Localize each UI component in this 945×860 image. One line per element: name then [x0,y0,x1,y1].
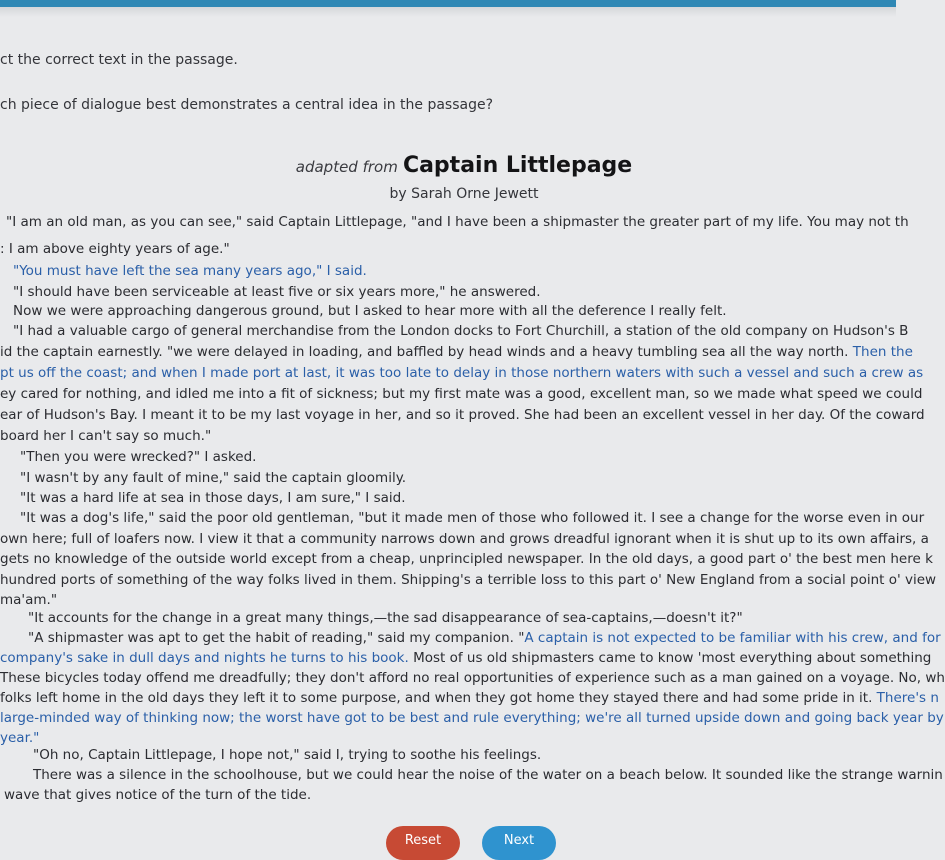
passage-text[interactable]: hundred ports of something of the way folks lived in them. Shipping's a terrible loss to this part o' New England from a social point o' view [0,572,937,588]
passage-line[interactable] [0,427,211,445]
passage-line[interactable] [0,385,922,403]
reset-button[interactable]: Reset [386,826,460,860]
passage-text[interactable]: "I had a valuable cargo of general merchandise from the London docks to Fort Churchill, a station of the old company on Hudson's B [13,323,909,339]
passage-line[interactable] [0,571,936,589]
passage-title [0,153,928,178]
passage-text[interactable]: "Then you were wrecked?" I asked. [20,449,257,465]
passage-line[interactable] [13,283,541,301]
title-prefix: adapted from [295,158,398,176]
passage-text[interactable]: ey cared for nothing, and idled me into a fit of sickness; but my first mate was a good, excellent man, so we made what speed we could [0,386,923,402]
passage-text[interactable]: wave that gives notice of the turn of the tide. [4,787,312,803]
passage-text[interactable]: gets no knowledge of the outside world except from a cheap, unprincipled newspaper. In the old days, a good part o' the best men here k [0,551,933,567]
passage-text[interactable]: ma'am." [0,592,58,608]
selectable-sentence[interactable]: "You must have left the sea many years ago," I said. [13,263,367,279]
passage-author: by Sarah Orne Jewett [389,186,539,202]
top-bar-shadow [0,7,896,17]
passage-line[interactable] [0,649,931,667]
passage-line[interactable] [0,406,925,424]
passage-text[interactable]: "It accounts for the change in a great many things,—the sad disappearance of sea-captains,—doesn't it?" [28,610,743,626]
passage-text[interactable]: own here; full of loafers now. I view it that a community narrows down and grows dreadful ignorant when it is shut up to its own affairs, a [0,531,929,547]
passage-text[interactable]: ear of Hudson's Bay. I meant it to be my last voyage in her, and so it proved. She had been an excellent vessel in her day. Of the coward [0,407,925,423]
selectable-sentence[interactable]: pt us off the coast; and when I made port at last, it was too late to delay in those northern waters with such a vessel and such a crew as [0,365,924,381]
passage-line[interactable] [20,509,924,527]
passage-text[interactable]: "It was a dog's life," said the poor old gentleman, "but it made men of those who followed it. I see a change for the worse even in our [20,510,925,526]
passage-line[interactable] [0,591,57,609]
passage-text[interactable]: There was a silence in the schoolhouse, but we could hear the noise of the water on a beach below. It sounded like the strange warnin [33,767,943,783]
passage-line[interactable] [0,364,923,382]
passage-text[interactable]: Most of us old shipmasters came to know 'most everything about something [408,650,932,666]
passage-line[interactable] [0,343,913,361]
passage-line[interactable] [0,729,39,747]
passage-line[interactable] [6,213,909,231]
passage-text[interactable]: Now we were approaching dangerous ground, but I asked to hear more with all the deference I really felt. [13,303,727,319]
passage-text[interactable]: : I am above eighty years of age." [0,241,230,257]
title-main: Captain Littlepage [402,153,633,178]
passage-text[interactable]: "I am an old man, as you can see," said Captain Littlepage, "and I have been a shipmaster the greater part of my life. You may not th [6,214,909,230]
passage-line[interactable] [0,240,230,258]
passage-line[interactable] [4,786,311,804]
selectable-sentence[interactable]: Then the [852,344,913,360]
passage-text[interactable]: "It was a hard life at sea in those days, I am sure," I said. [20,490,406,506]
selectable-sentence[interactable]: year." [0,730,40,746]
next-button[interactable]: Next [482,826,556,860]
passage-text[interactable]: "A shipmaster was apt to get the habit of reading," said my companion. " [28,630,525,646]
passage-line[interactable] [0,530,929,548]
selectable-sentence[interactable]: A captain is not expected to be familiar with his crew, and for [524,630,941,646]
passage-text[interactable]: folks left home in the old days they left it to some purpose, and when they got home they stayed there and had some pride in it. [0,690,877,706]
passage-line[interactable] [28,609,743,627]
passage-line[interactable] [20,448,256,466]
passage-text[interactable]: "I wasn't by any fault of mine," said the captain gloomily. [20,470,407,486]
passage-line[interactable] [0,689,939,707]
selectable-sentence[interactable]: There's n [876,690,939,706]
passage-line[interactable] [13,302,727,320]
passage-line[interactable] [28,629,941,647]
passage-line[interactable] [20,469,406,487]
passage-text[interactable]: These bicycles today offend me dreadfully; they don't afford no real opportunities of experience such as a man gained on a voyage. No, wh [0,670,945,686]
passage-line[interactable] [33,746,541,764]
selectable-sentence[interactable]: company's sake in dull days and nights he turns to his book. [0,650,409,666]
question-text: ch piece of dialogue best demonstrates a central idea in the passage? [0,97,494,113]
passage-text[interactable]: id the captain earnestly. "we were delayed in loading, and baffled by head winds and a heavy tumbling sea all the way north. [0,344,853,360]
passage-line[interactable] [0,669,945,687]
passage-line[interactable] [0,550,933,568]
selectable-sentence[interactable]: large-minded way of thinking now; the worst have got to be best and rule everything; we're all turned upside down and going back year by [0,710,944,726]
top-bar [0,0,896,7]
passage-line[interactable] [13,262,367,280]
passage-line[interactable] [33,766,943,784]
passage-text[interactable]: "I should have been serviceable at least five or six years more," he answered. [13,284,541,300]
passage-text[interactable]: "Oh no, Captain Littlepage, I hope not," said I, trying to soothe his feelings. [33,747,542,763]
passage-line[interactable] [20,489,406,507]
passage-line[interactable] [13,322,908,340]
instruction-text: ct the correct text in the passage. [0,52,238,68]
passage-line[interactable] [0,709,944,727]
passage-text[interactable]: board her I can't say so much." [0,428,212,444]
